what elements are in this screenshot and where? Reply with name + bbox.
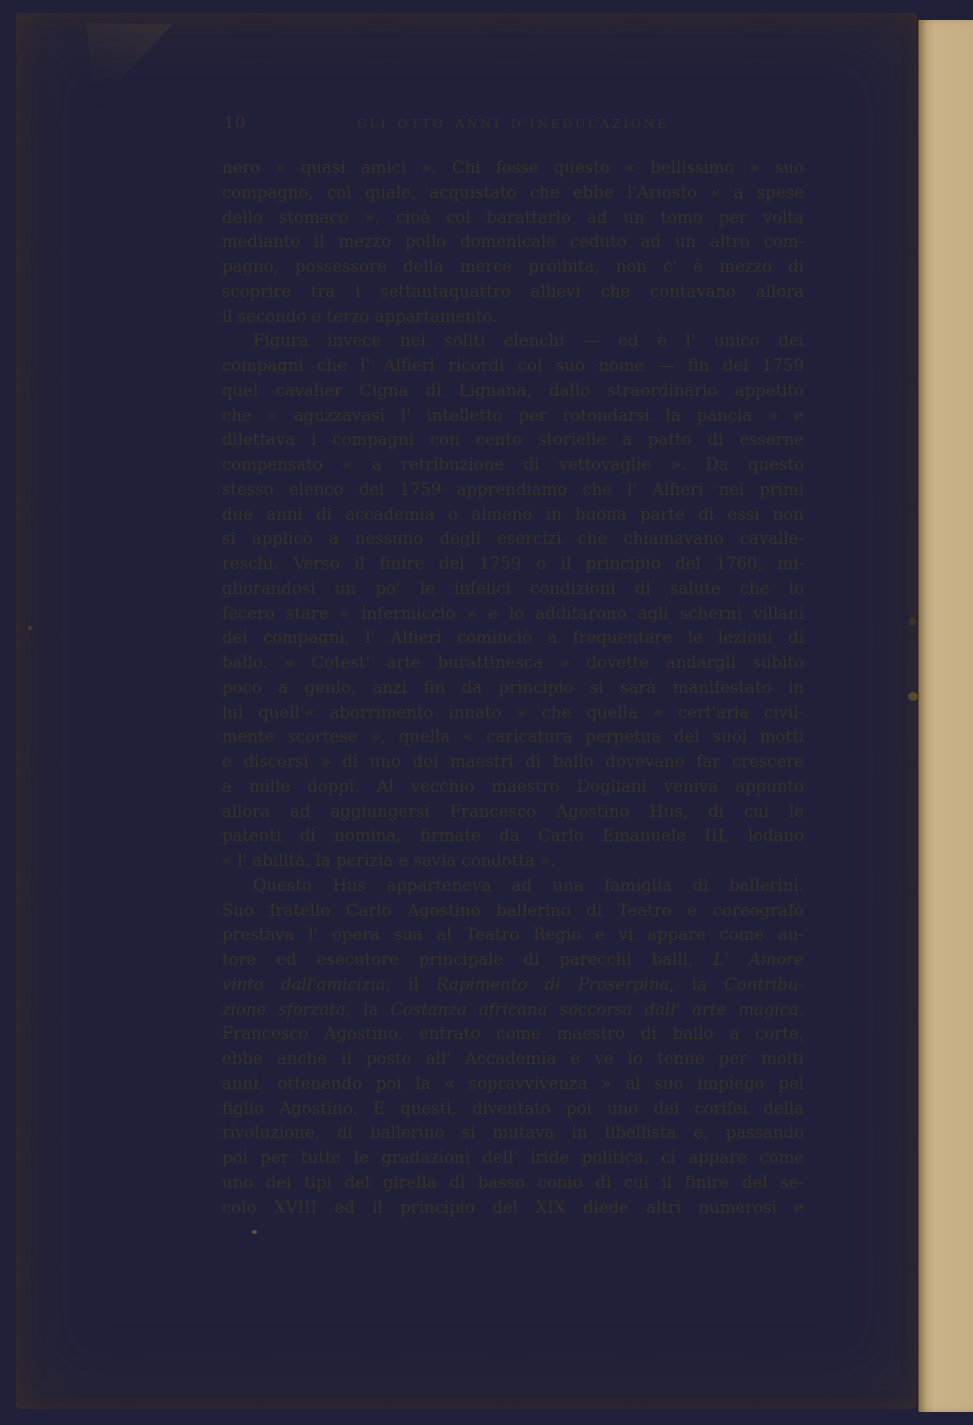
- text-line: zione sforzata, la Costanza africana soccorsa dall' arte magica.: [222, 999, 804, 1019]
- text-line: pagno, possessore della merce proibita, non c' è mezzo di: [222, 257, 804, 276]
- book-page: [16, 13, 917, 1409]
- text-line: colo XVIII ed il principio del XIX diede altri numerosi e: [222, 1197, 804, 1217]
- text-line: reschi. Verso il finire del 1759 o il principio del 1760, mi-: [222, 554, 804, 573]
- text-line: il secondo e terzo appartamento.: [222, 306, 498, 326]
- text-line: allora ad aggiungersi Francesco Agostino Hus, di cui le: [222, 801, 804, 821]
- text-line: compagno, col quale, acquistato che ebbe l'Ariosto « a spese: [222, 182, 804, 202]
- paragraph: [222, 156, 804, 329]
- text-line: quel cavalier Cigna di Lignana, dallo straordinario appetito: [222, 380, 804, 400]
- text-line: prestava l' opera sua al Teatro Regio e vi appare come au-: [222, 925, 804, 945]
- paragraph: [222, 874, 804, 1221]
- dust-speck: [28, 626, 32, 630]
- text-line: che « aguzzavasi l' intelletto per rotondarsi la pancia » e: [222, 405, 804, 425]
- dust-speck: [252, 1230, 257, 1234]
- text-line: dilettava i compagni con cento storielle a patto di esserne: [222, 430, 804, 450]
- text-block: [222, 156, 804, 1220]
- text-line: Figura invece nei soliti elenchi — ed è l' unico dei: [253, 331, 804, 351]
- text-line: tore ed esecutore principale di parecchi balli, L' Amore: [222, 950, 804, 969]
- text-line: Francesco Agostino, entrato come maestro di ballo a corte,: [222, 1024, 804, 1044]
- text-line: mediante il mezzo pollo domenicale ceduto ad un altro com-: [222, 232, 804, 252]
- text-line: figlio Agostino. E questi, diventato poi uno dei corifei della: [222, 1098, 804, 1118]
- page-header: [222, 113, 804, 135]
- dust-speck: [908, 692, 918, 701]
- text-line: anni, ottenendo poi la « sopravvivenza » al suo impiego pel: [222, 1073, 804, 1093]
- text-line: uno dei tipi del girella di basso conio di cui il finire del se-: [222, 1172, 804, 1192]
- paragraph: [222, 329, 804, 874]
- text-line: e discorsi » di uno dei maestri di ballo dovevano far crescere: [222, 752, 804, 771]
- text-line: scoprire tra i settantaquattro allievi che contavano allora: [222, 281, 804, 301]
- text-line: a mille doppi. Al vecchio maestro Dogliani veniva appunto: [222, 776, 804, 796]
- text-line: lui quell'« aborrimento innato » che quella « cert'aria civil-: [222, 702, 804, 722]
- text-line: nero « quasi amici ». Chi fosse questo « bellissimo » suo: [222, 158, 804, 177]
- next-page-edge: [918, 20, 973, 1412]
- text-line: compensato « a retribuzione di vettovaglie ». Da questo: [222, 455, 804, 474]
- text-line: poi per tutte le gradazioni dell' iride politica, ci appare come: [222, 1148, 804, 1167]
- text-line: stesso elenco del 1759 apprendiamo che l' Alfieri nei primi: [222, 479, 804, 499]
- text-line: gliorandosi un po' le infelici condizioni di salute che lo: [222, 578, 804, 598]
- text-line: rivoluzione, di ballerino si mutava in libellista e, passando: [222, 1123, 804, 1143]
- dust-speck: [909, 617, 916, 626]
- page-number: 10: [224, 113, 246, 132]
- text-line: mente scortese », quella « caricatura perpetua dei suoi motti: [222, 727, 804, 747]
- text-line: fecero stare « infermiccio » e lo additarono agli scherni villani: [222, 603, 804, 623]
- text-line: « l' abilità, la perizia e savia condotta ».: [222, 851, 556, 870]
- text-line: dei compagni, l' Alfieri cominciò a frequentare le lezioni di: [222, 628, 804, 648]
- running-header: GLI OTTO ANNI D'INEDUCAZIONE: [357, 116, 669, 131]
- paper-crease: [62, 21, 172, 116]
- text-line: due anni di accademia o almeno in buona parte di essi non: [222, 504, 804, 524]
- text-line: compagni che l' Alfieri ricordi col suo nome — fin del 1759: [222, 356, 804, 375]
- text-line: dello stomaco », cioè col barattarlo ad un tomo per volta: [222, 207, 804, 227]
- text-line: ebbe anche il posto all' Accademia e ve lo tenne per molti: [222, 1049, 804, 1068]
- text-line: Questo Hus apparteneva ad una famiglia di ballerini.: [253, 875, 804, 895]
- text-line: ballo. « Cotest' arte burattinesca » dovette andargli subito: [222, 653, 804, 672]
- text-line: poco a genio, anzi fin da principio si sarà manifestato in: [222, 677, 804, 697]
- text-line: vinto dall'amicizia, il Rapimento di Proserpina, la Contribu-: [222, 974, 804, 994]
- text-line: patenti di nomina, firmate da Carlo Emanuele III, lodano: [222, 826, 804, 846]
- text-line: Suo fratello Carlo Agostino ballerino di Teatro e coreografo: [222, 900, 804, 920]
- text-line: si applicò a nessuno degli esercizi che chiamavano cavalle-: [222, 529, 804, 549]
